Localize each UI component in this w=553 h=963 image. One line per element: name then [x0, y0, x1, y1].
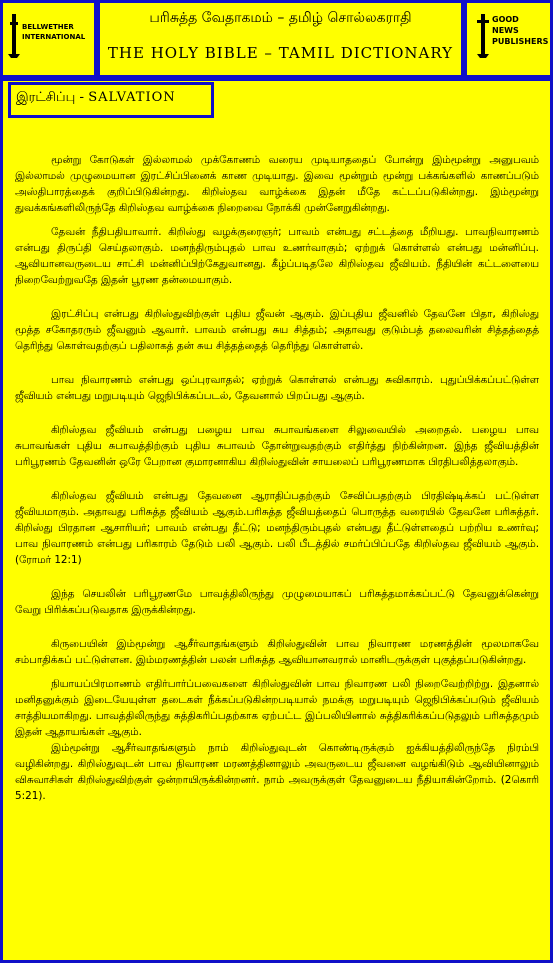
bellwether-line1: BELLWETHER — [22, 23, 74, 31]
paragraph: நியாயப்பிரமாணம் எதிர்பார்ப்பவைகளை கிறிஸ்துவின் பாவ நிவாரண பலி நிறைவேற்றிற்று. இதனால் மனிதனுக்கும் இடையேயுள்ள தடைகள் நீக்கப்படுகின்றபடியால் நமக்கு மறுபடியும் ஜெநிபிக்கப்படும் ஜீவியம் சாத்தியமாகிறது. பாவத்திலிருந்து சுத்திகரிப்பதற்காக ஏற்பட்ட இப்பலியினால் சுத்திகரிக்கப்படுதலும் பரிசுத்தமும் இதன் ஆதாயங்கள் ஆகும். — [15, 678, 539, 738]
good-news-line2: PUBLISHERS — [492, 37, 549, 46]
paragraph: கிறிஸ்தவ ஜீவியம் என்பது பழைய பாவ சுபாவங்களை சிலுவையில் அறைதல். பழைய பாவ சுபாவங்கள் புதிய சுபாவத்திற்கும் புதிய சுபாவம் தோன்றுவதற்கும் எதிர்த்து நிற்கின்றன. இந்த ஜீவியத்தின் பரிபூரணம் தேவனின் ஒரே பேறான குமாரனாகிய கிறிஸ்துவின் சாயலைப் பரிபூரணமாக பிரதிபலித்தலாகும். — [15, 424, 539, 468]
article-body — [15, 152, 539, 804]
good-news-logo-text — [492, 14, 548, 47]
section-title-english: SALVATION — [88, 90, 176, 105]
paragraph: இம்மூன்று ஆசீர்வாதங்களும் நாம் கிறிஸ்துவுடன் கொண்டிருக்கும் ஐக்கியத்திலிருந்தே நிரம்பி வழிகின்றது. கிறிஸ்துவுடன் பாவ நிவாரண மரணத்தினாலும் அவருடைய ஜீவனை வழங்கிடும் ஆவியினாலும் விசுவாசிகள் கிறிஸ்துவிற்குள் ஒன்றாயிருக்கின்றனர். நாம் அவருக்குள் தேவனுடைய நீதியாகின்றோம். (2கொரி 5:21). — [15, 742, 539, 802]
paragraph: இந்த செயலின் பரிபூரணமே பாவத்திலிருந்து முழுமையாகப் பரிசுத்தமாக்கப்பட்டு தேவனுக்கென்று வேறு பிரிக்கப்படுவதாக இருக்கின்றது. — [15, 588, 539, 616]
paragraph: கிருபையின் இம்மூன்று ஆசீர்வாதங்களும் கிறிஸ்துவின் பாவ நிவாரண மரணத்தின் மூலமாகவே சம்பாதிக்கப் பட்டுள்ளன. இம்மரணத்தின் பலன் பரிசுத்த ஆவியானவரால் மானிடருக்குள் புகுத்தப்படுகின்றது. — [15, 638, 539, 666]
section-title-tamil: இரட்சிப்பு — [16, 90, 76, 105]
bellwether-logo-icon — [8, 14, 20, 58]
book-logo-icon — [476, 14, 490, 58]
paragraph: மூன்று கோடுகள் இல்லாமல் முக்கோணம் வரைய முடியாததைப் போன்று இம்மூன்று அனுபவம் இல்லாமல் முழுமையான இரட்சிப்பினைக் காண முடியாது. இவை மூன்றும் மூன்று பக்கங்களில் காணப்படும் அஸ்திபாரத்தைக் குறிப்பிடுகின்றது. கிறிஸ்தவ வாழ்க்கை இதன் மீதே கட்டப்படுகின்றது. இம்மூன்று துவக்கங்களிலிருந்தே கிறிஸ்தவ வாழ்க்கை நிறைவை நோக்கி முன்னேறுகின்றது. — [15, 154, 539, 214]
bellwether-line2: INTERNATIONAL — [22, 33, 86, 41]
header-title-tamil: பரிசுத்த வேதாகமம் – தமிழ் சொல்லகராதி — [149, 10, 412, 26]
paragraph: இரட்சிப்பு என்பது கிறிஸ்துவிற்குள் புதிய ஜீவன் ஆகும். இப்புதிய ஜீவனில் தேவனே பிதா, கிறிஸ்து மூத்த சகோதரரும் ஜீவனும் ஆவார். பாவம் என்பது சுய சித்தம்; அதாவது குடும்பத் தலைவரின் சித்தத்தைத் தெரிந்து கொள்வதற்குப் பதிலாகத் தன் சுய சித்தத்தைத் தெரிந்து கொள்ளல். — [15, 308, 539, 352]
good-news-line1: GOOD NEWS — [492, 15, 519, 35]
paragraph: கிறிஸ்தவ ஜீவியம் என்பது தேவனை ஆராதிப்பதற்கும் சேவிப்பதற்கும் பிரதிஷ்டிக்கப் பட்டுள்ள ஜீவியமாகும். அதாவது பரிசுத்த ஜீவியம் ஆகும்.பரிசுத்த ஜீவியத்தைப் பொருத்த வரையில் தேவனே பரிசுத்தர். கிறிஸ்து பிரதான ஆசாரியர்; பாவம் என்பது தீட்டு; மனந்திரும்புதல் என்பது தீட்டுள்ளதைப் பற்றிய உணர்வு; பாவ நிவாரணம் என்பது பரிகாரம் தேடும் பலி ஆகும். பலி பீடத்தில் சமர்ப்பிப்பதே கிறிஸ்தவ ஜீவியம் ஆகும். (ரோமர் 12:1) — [15, 490, 539, 566]
section-title-separator: - — [75, 90, 89, 105]
section-title — [16, 90, 176, 106]
bellwether-logo-text — [22, 22, 86, 42]
paragraph: தேவன் நீதிபதியாவார். கிறிஸ்து வழக்குரைஞர்; பாவம் என்பது சட்டத்தை மீறியது. பாவநிவாரணம் என்பது திருப்தி செய்தலாகும். மனந்திரும்புதல் பாவ உணர்வாகும்; ஏற்றுக் கொள்ளல் என்பது மன்னிப்பு. ஆவியானவருடைய சாட்சி மன்னிப்பிற்கேதுவானது. கீழ்ப்படிதலே கிறிஸ்தவ ஜீவியம். நீதியின் கட்டளையை நிறைவேற்றுவதே இதன் பூரண தன்மையாகும். — [15, 226, 539, 286]
paragraph: பாவ நிவாரணம் என்பது ஒப்புரவாதல்; ஏற்றுக் கொள்ளல் என்பது சுவிகாரம். புதுப்பிக்கப்பட்டுள்ள ஜீவியம் என்பது மறுபடியும் ஜெநிபிக்கப்படல், தேவனால் பிறப்பது ஆகும். — [15, 374, 539, 402]
header-title-english: THE HOLY BIBLE – TAMIL DICTIONARY — [107, 44, 454, 62]
